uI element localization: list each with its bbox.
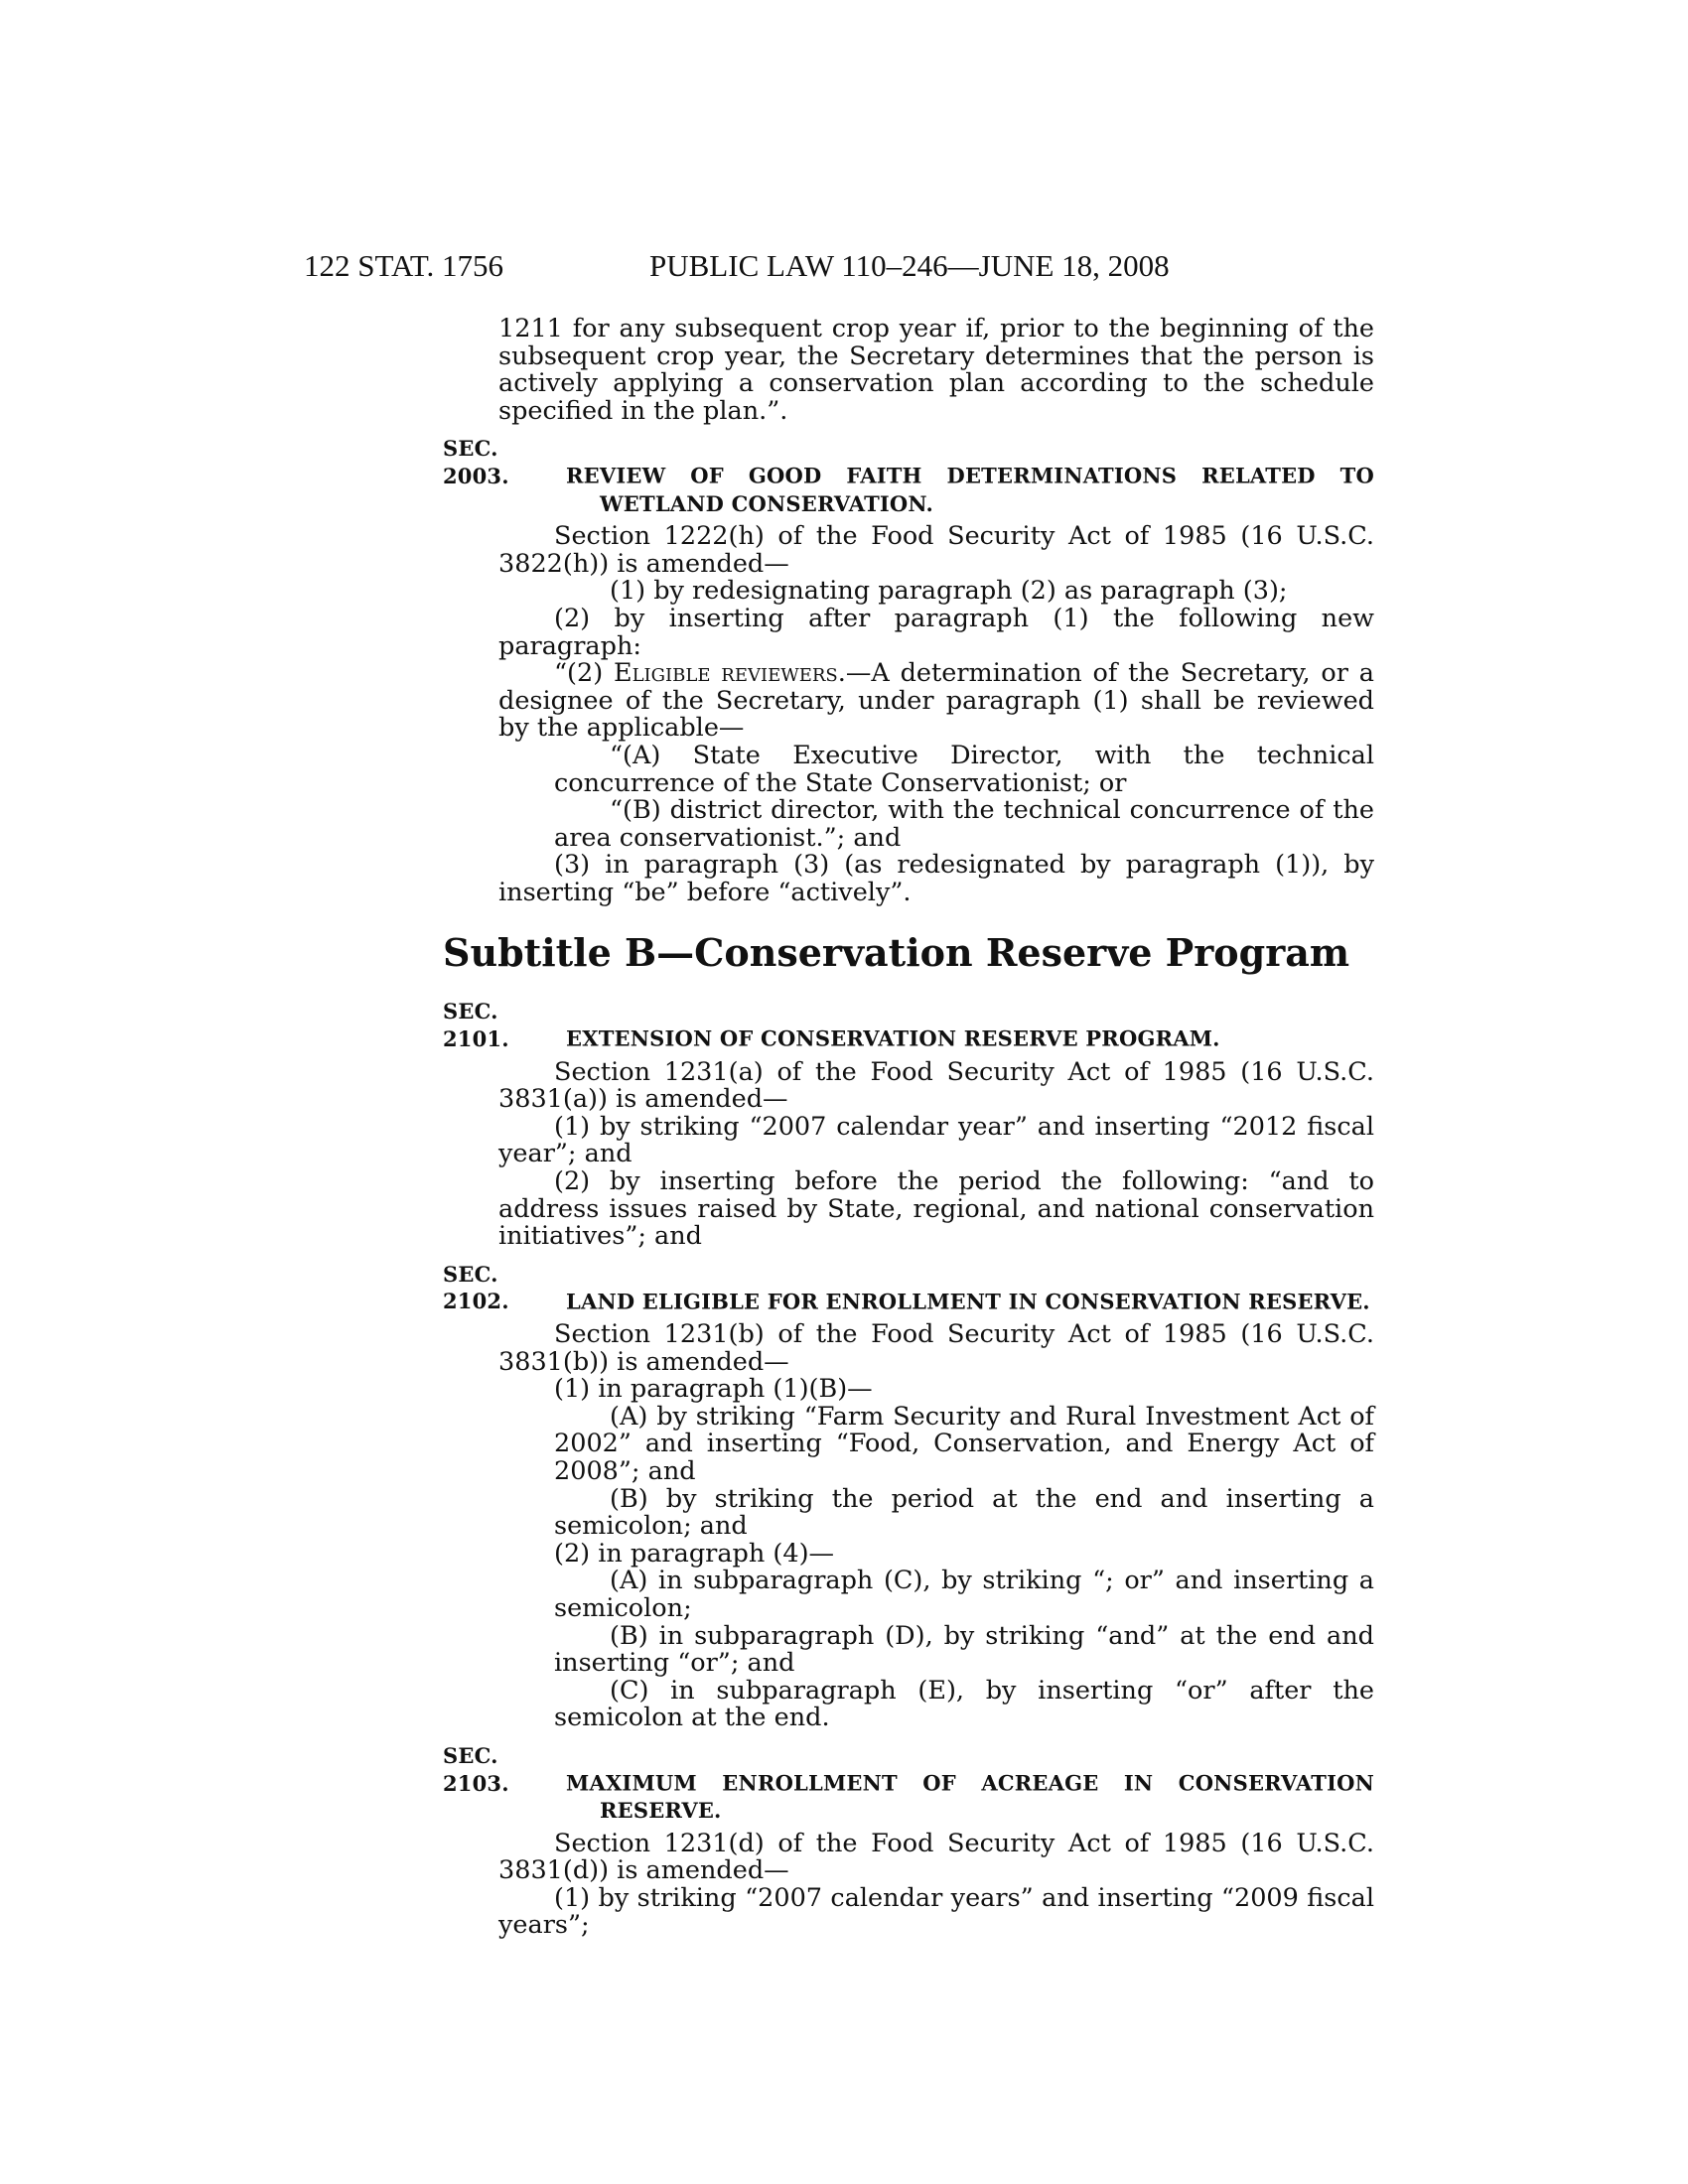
paragraph: (2) by inserting before the period the following: “and to address issues raised by State, regional, and national conservation initiatives”; and xyxy=(498,1166,1374,1252)
page-header xyxy=(304,246,1376,286)
section-title: LAND ELIGIBLE FOR ENROLLMENT IN CONSERVATION RESERVE. xyxy=(566,1289,1370,1314)
paragraph-text: .—A determination of the Secretary, or a designee of the Secretary, under paragraph (1) shall be reviewed by the applicable— xyxy=(498,658,1374,744)
paragraph: (1) by striking “2007 calendar year” and inserting “2012 fiscal year”; and xyxy=(498,1111,1374,1169)
section-number: SEC. 2103. xyxy=(443,1742,509,1796)
paragraph: (2) in paragraph (4)— xyxy=(554,1538,835,1569)
statute-page-number: 122 STAT. 1756 xyxy=(304,248,504,283)
section-number: SEC. 2003. xyxy=(443,436,509,488)
paragraph: Section 1231(d) of the Food Security Act of 1985 (16 U.S.C. 3831(d)) is amended— xyxy=(498,1828,1374,1886)
paragraph: “(B) district director, with the technical concurrence of the area conservationist.”; and xyxy=(554,795,1374,853)
section-title: REVIEW OF GOOD FAITH DETERMINATIONS RELATED TO WETLAND CONSERVATION. xyxy=(566,463,1374,516)
paragraph: Section 1222(h) of the Food Security Act of 1985 (16 U.S.C. 3822(h)) is amended— xyxy=(498,521,1374,579)
quote-lead: “(2) xyxy=(554,658,614,689)
paragraph: “(A) State Executive Director, with the technical concurrence of the State Conservationist; or xyxy=(554,740,1374,798)
paragraph: (C) in subparagraph (E), by inserting “or” after the semicolon at the end. xyxy=(554,1675,1374,1733)
paragraph-text: (2) by inserting after paragraph (1) the following new paragraph: xyxy=(498,603,1374,661)
public-law-running-head: PUBLIC LAW 110–246—JUNE 18, 2008 xyxy=(649,248,1170,283)
small-caps-heading: Eligible reviewers xyxy=(613,658,838,689)
section-number: SEC. 2102. xyxy=(443,1261,509,1314)
paragraph: (1) in paragraph (1)(B)— xyxy=(554,1374,873,1405)
section-heading-2101 xyxy=(443,998,1374,1052)
paragraph: (B) by striking the period at the end and inserting a semicolon; and xyxy=(554,1483,1374,1542)
paragraph: (1) by striking “2007 calendar years” and inserting “2009 fiscal years”; xyxy=(498,1882,1374,1941)
section-title: MAXIMUM ENROLLMENT OF ACREAGE IN CONSERVATION RESERVE. xyxy=(566,1770,1374,1824)
paragraph-eligible-reviewers xyxy=(498,660,1374,743)
section-heading-2102 xyxy=(443,1261,1374,1315)
paragraph: (B) in subparagraph (D), by striking “and” at the end and inserting “or”; and xyxy=(554,1620,1374,1679)
section-title: EXTENSION OF CONSERVATION RESERVE PROGRAM. xyxy=(566,1026,1220,1052)
paragraph-intro: 1211 for any subsequent crop year if, prior to the beginning of the subsequent crop year, the Secretary determines that the person is actively applying a conservation plan according to the schedule specified in the plan.”. xyxy=(498,314,1374,426)
document-body xyxy=(443,314,1374,1941)
paragraph xyxy=(498,603,1374,661)
paragraph: (A) by striking “Farm Security and Rural Investment Act of 2002” and inserting “Food, Conservation, and Energy Act of 2008”; and xyxy=(554,1401,1374,1486)
section-heading-2103 xyxy=(443,1742,1374,1825)
section-heading-2003 xyxy=(443,435,1374,517)
paragraph: Section 1231(b) of the Food Security Act of 1985 (16 U.S.C. 3831(b)) is amended— xyxy=(498,1319,1374,1377)
subtitle-heading: Subtitle B—Conservation Reserve Program xyxy=(443,930,1350,976)
paragraph: (A) in subparagraph (C), by striking “; or” and inserting a semicolon; xyxy=(554,1566,1374,1623)
paragraph: Section 1231(a) of the Food Security Act of 1985 (16 U.S.C. 3831(a)) is amended— xyxy=(498,1056,1374,1115)
paragraph: (1) by redesignating paragraph (2) as paragraph (3); xyxy=(610,576,1288,607)
section-number: SEC. 2101. xyxy=(443,999,509,1052)
paragraph: (3) in paragraph (3) (as redesignated by paragraph (1)), by inserting “be” before “actively”. xyxy=(498,850,1374,907)
